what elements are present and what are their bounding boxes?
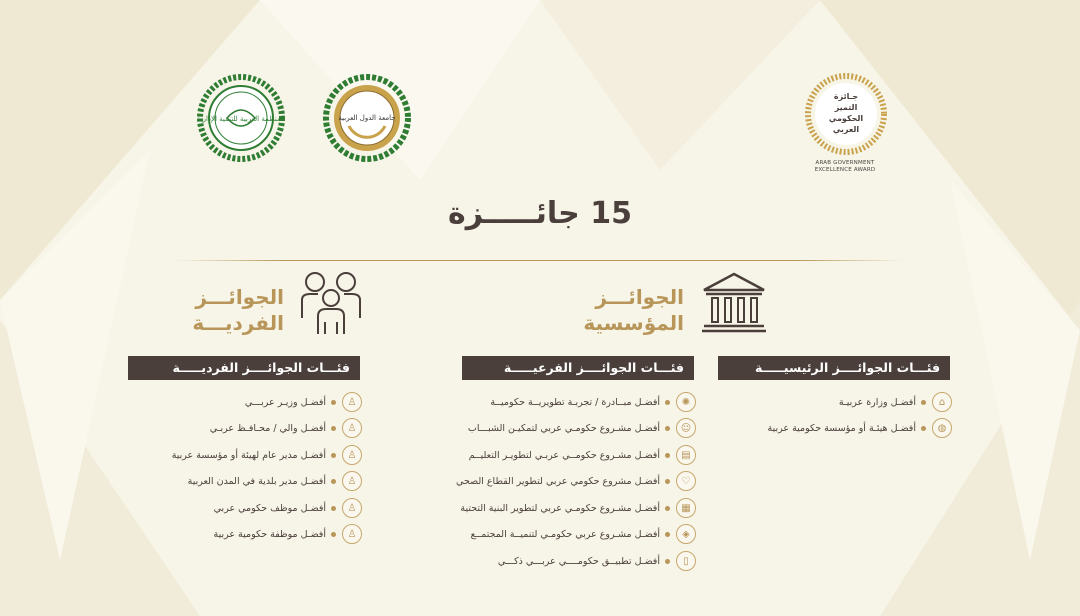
award-caption-line-2: EXCELLENCE AWARD [814,167,876,173]
individual-award-item [172,444,362,466]
bullet-dot [665,479,670,484]
individual-award-label: أفضـل موظفة حكومية عربية [213,528,326,540]
bullet-dot [665,532,670,537]
main-award-label: أفضـل هيئـة أو مؤسسة حكومية عربية [767,422,916,434]
award-logo-line-2: التميز [834,103,858,112]
award-caption [802,160,888,174]
ministry-icon: ⌂ [932,392,952,412]
main-award-item [768,417,952,439]
infrastructure-icon: ▦ [676,498,696,518]
bullet-dot [665,453,670,458]
award-count-title: 15 جائـــــزة [448,196,632,231]
bullet-dot [665,506,670,511]
league-logo-text: جامعة الدول العربية [338,114,396,122]
individual-award-item [210,417,362,439]
youth-icon: ☺ [676,418,696,438]
sub-award-item [460,497,696,519]
people-icon [298,268,364,336]
sub-award-label: أفضـل مشـروع حكومــي عربـي لتطويـر التعليــم [468,449,660,461]
individual-award-item [188,470,362,492]
sub-award-label: أفضـل مشـروع حكومـي عربي لتمكيـن الشبـــاب [467,422,660,434]
institutional-title-line-2: المؤسسية [583,311,684,335]
individual-award-item [214,497,362,519]
sub-award-item [471,523,696,545]
individual-award-label: أفضـل وزيـر عربـــي [244,396,326,408]
individual-title-line-1: الجوائـــز [195,285,284,309]
award-logo-line-4: العربي [832,125,860,134]
employee-icon: ♙ [342,498,362,518]
individual-awards-banner: فئـــات الجوائــــز الفرديـــــة [128,356,360,380]
sub-awards-banner: فئـــات الجوائــــز الفرعيـــــة [462,356,694,380]
individual-award-label: أفضـل مدير بلدية في المدن العربية [187,475,326,487]
individual-award-label: أفضـل موظف حكومي عربي [213,502,326,514]
bullet-dot [921,426,926,431]
bullet-dot [331,453,336,458]
sub-award-item [490,391,696,413]
award-logo-line-3: الحكومي [828,114,864,123]
bullet-dot [331,426,336,431]
sub-award-label: أفضـل مشـروع عربي حكومـي لتنميــة المجتمــع [470,528,660,540]
arab-admin-org-logo [197,74,285,162]
individual-award-label: أفضـل والي / محـافـظ عربـي [209,422,326,434]
individual-award-item [213,523,362,545]
sub-award-item [469,444,696,466]
director-icon: ♙ [342,445,362,465]
divider [175,260,905,261]
award-logo [804,72,888,158]
individual-award-label: أفضـل مدير عام لهيئة أو مؤسسة عربية [171,449,326,461]
bullet-dot [921,400,926,405]
institutional-title-line-1: الجوائـــز [595,285,684,309]
initiative-icon: ✺ [676,392,696,412]
bullet-dot [665,559,670,564]
individual-award-item [245,391,362,413]
institutional-category-title [560,284,684,336]
globe-icon: ◍ [932,418,952,438]
main-award-label: أفضـل وزارة عربيـة [838,396,916,408]
sub-award-item [456,470,696,492]
bullet-dot [331,506,336,511]
governor-icon: ♙ [342,418,362,438]
bullet-dot [331,479,336,484]
minister-icon: ♙ [342,392,362,412]
bullet-dot [665,426,670,431]
female-employee-icon: ♙ [342,524,362,544]
community-icon: ◈ [676,524,696,544]
award-caption-line-1: ARAB GOVERNMENT [815,160,875,166]
sub-award-label: أفضـل مشروع حكومي عربي لتطوير القطاع الصحي [456,475,660,487]
bullet-dot [331,532,336,537]
bullet-dot [665,400,670,405]
individual-title-line-2: الفرديـــة [192,311,284,335]
building-icon [700,270,768,334]
arab-league-logo [323,74,411,162]
org-logo-text: المنظمة العربية للتنمية الإدارية [197,115,285,123]
main-award-item [839,391,952,413]
sub-award-label: أفضـل تطبيــق حكومــــي عربـــي ذكـــي [497,555,660,567]
sub-award-item [498,550,696,572]
smart-app-icon: ▯ [676,551,696,571]
heart-icon: ♡ [676,471,696,491]
mayor-icon: ♙ [342,471,362,491]
bullet-dot [331,400,336,405]
individual-category-title [160,284,284,336]
sub-award-item [468,417,696,439]
main-awards-banner: فئـــات الجوائــــز الرئيسيـــــة [718,356,950,380]
sub-award-label: أفضـل مشـروع حكومـي عربي لتطوير البنية التحتية [460,502,660,514]
sub-award-label: أفضـل مبــادرة / تجربـة تطويريــة حكوميــة [490,396,660,408]
award-logo-line-1: جـائزة [833,92,859,101]
book-icon: ▤ [676,445,696,465]
